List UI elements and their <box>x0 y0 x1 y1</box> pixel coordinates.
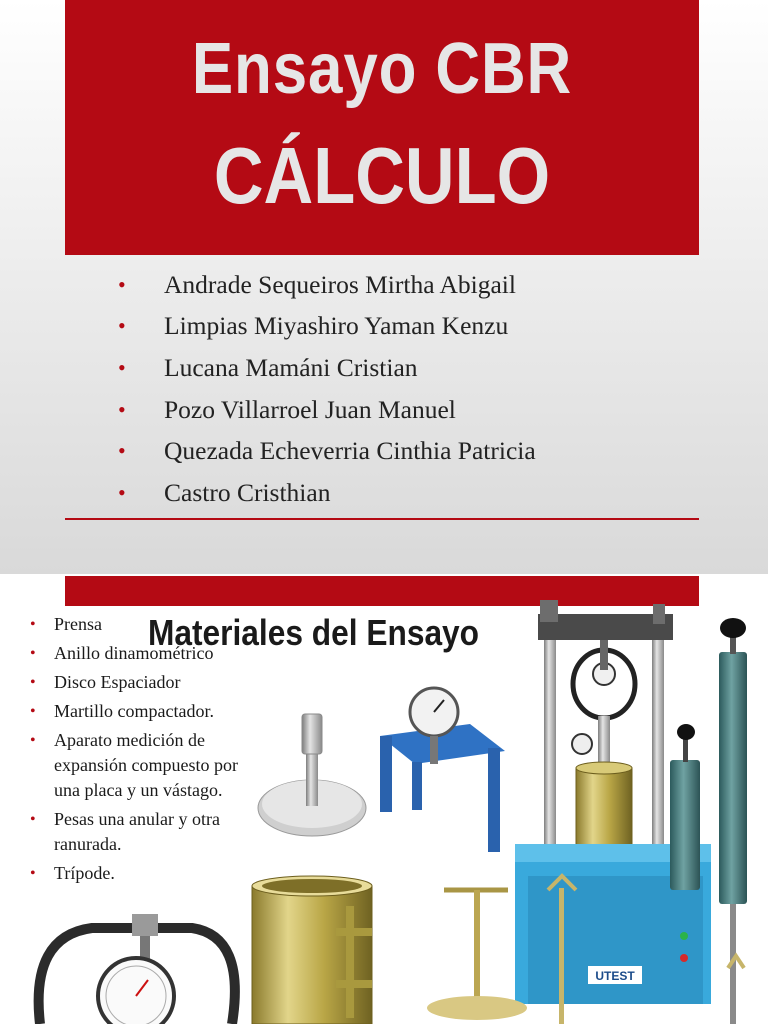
list-item <box>30 728 262 803</box>
materials-list <box>30 612 262 890</box>
divider-line <box>65 518 699 520</box>
title-banner <box>65 0 699 255</box>
list-item <box>118 306 536 348</box>
compaction-hammer-small-icon <box>670 724 700 890</box>
bullet-icon: • <box>30 616 36 633</box>
bullet-icon: • <box>118 396 126 422</box>
author-name: Andrade Sequeiros Mirtha Abigail <box>164 269 516 299</box>
slide-title-line1: Ensayo CBR <box>191 29 573 109</box>
author-name: Quezada Echeverria Cinthia Patricia <box>164 436 536 466</box>
bullet-icon: • <box>118 354 126 380</box>
slide-materials <box>0 576 768 1024</box>
list-item <box>30 699 262 724</box>
list-item <box>118 430 536 472</box>
list-item <box>118 347 536 389</box>
list-item <box>118 472 536 514</box>
material-label: Anillo dinamométrico <box>54 643 214 663</box>
list-item <box>30 861 262 886</box>
material-label: Martillo compactador. <box>54 701 214 721</box>
material-label: Pesas una anular y otra ranurada. <box>54 809 220 854</box>
material-label: Trípode. <box>54 863 115 883</box>
material-label: Prensa <box>54 614 102 634</box>
machine-brand-label: UTEST <box>595 969 635 983</box>
author-name: Pozo Villarroel Juan Manuel <box>164 394 456 424</box>
bullet-icon: • <box>30 865 36 882</box>
list-item <box>118 264 536 306</box>
bullet-icon: • <box>118 479 126 505</box>
author-name: Castro Cristhian <box>164 477 331 507</box>
spacer-disc-icon <box>258 714 366 836</box>
list-item <box>30 612 262 637</box>
list-item <box>30 670 262 695</box>
bullet-icon: • <box>30 703 36 720</box>
proving-ring-icon <box>39 914 235 1024</box>
list-item <box>30 807 262 857</box>
bullet-icon: • <box>30 811 36 828</box>
cbr-mold-icon <box>252 876 372 1024</box>
expansion-rod-icon <box>427 890 527 1020</box>
bullet-icon: • <box>118 438 126 464</box>
bullet-icon: • <box>118 313 126 339</box>
bullet-icon: • <box>30 645 36 662</box>
bullet-icon: • <box>30 732 36 749</box>
list-item <box>30 641 262 666</box>
author-name: Lucana Mamáni Cristian <box>164 352 418 382</box>
author-name: Limpias Miyashiro Yaman Kenzu <box>164 311 509 341</box>
page-title: Materiales del Ensayo <box>148 612 480 653</box>
list-item <box>118 389 536 431</box>
slide-title-line2: CÁLCULO <box>213 131 551 220</box>
authors-list <box>118 264 536 514</box>
material-label: Aparato medición de expansión compuesto por una placa y un vástago. <box>54 730 238 800</box>
bullet-icon: • <box>30 674 36 691</box>
tripod-dial-icon <box>380 688 505 852</box>
material-label: Disco Espaciador <box>54 672 181 692</box>
bullet-icon: • <box>118 271 126 297</box>
